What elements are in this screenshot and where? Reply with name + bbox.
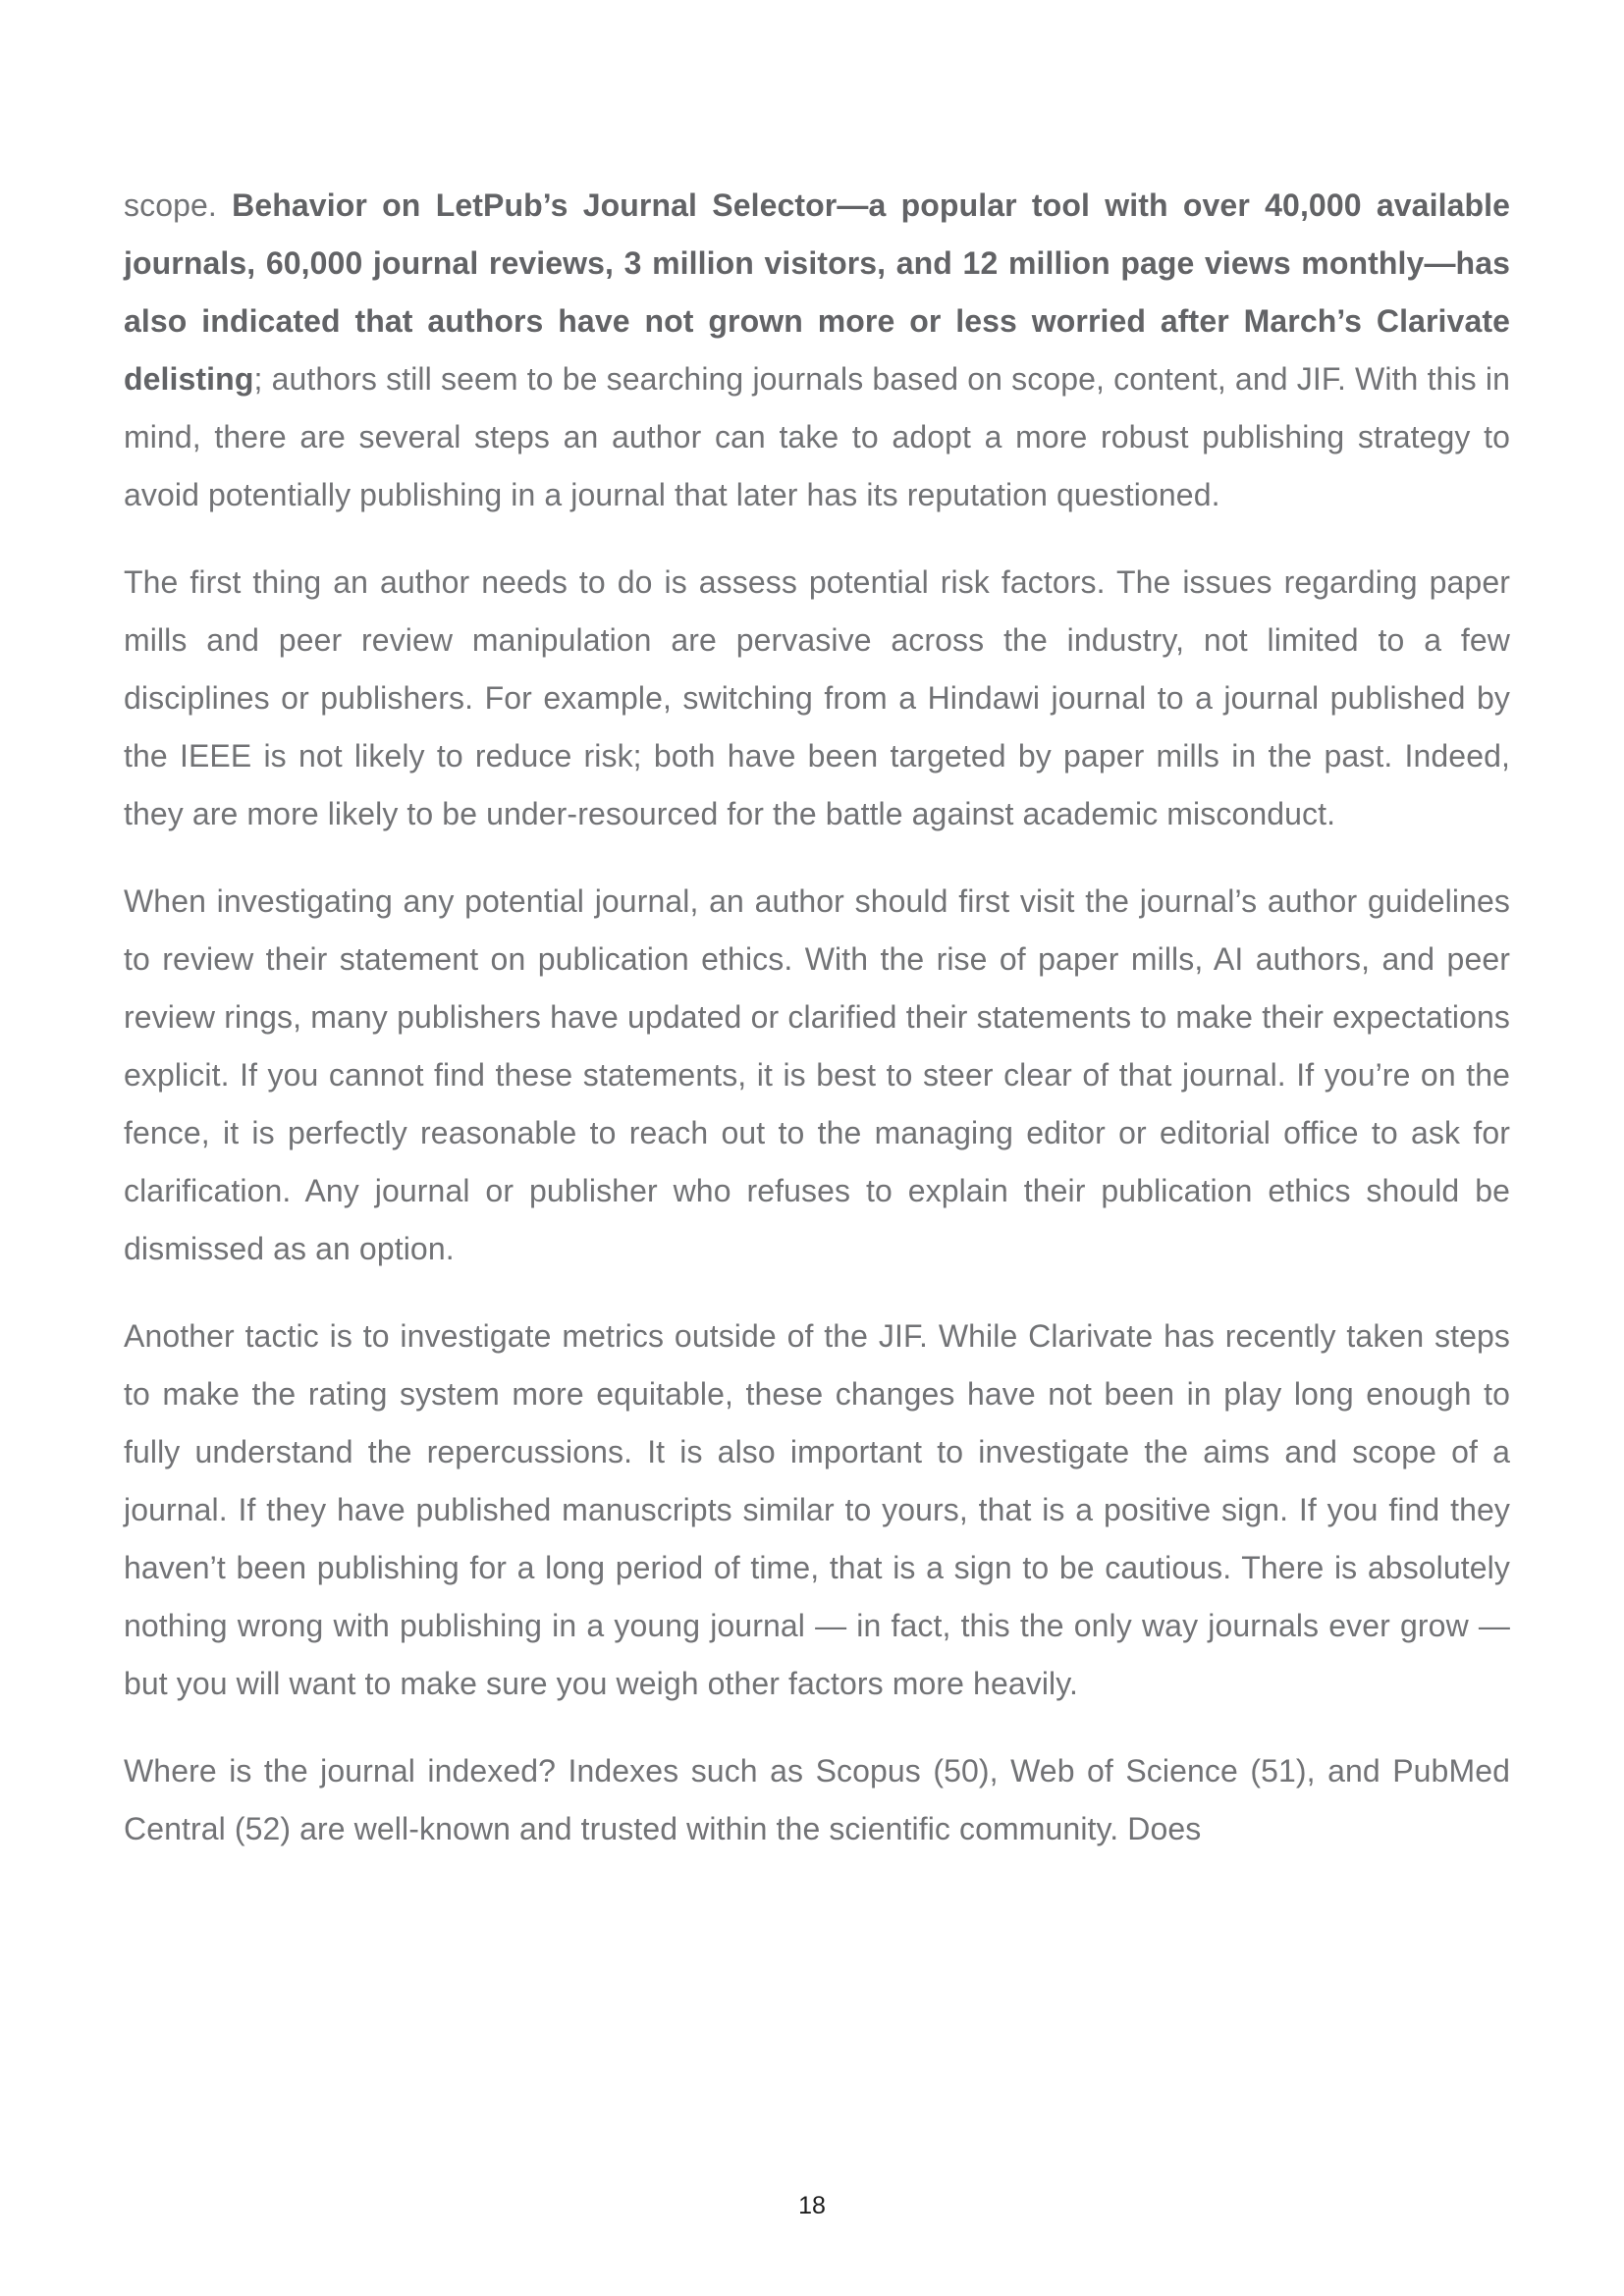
document-body <box>124 177 1510 1858</box>
paragraph-author-guidelines: When investigating any potential journal, an author should first visit the journal’s author guidelines to review their statement on publication ethics. With the rise of paper mills, AI authors, and peer review rings, many publishers have updated or clarified their statements to make their expectations explicit. If you cannot find these statements, it is best to steer clear of that journal. If you’re on the fence, it is perfectly reasonable to reach out to the managing editor or editorial office to ask for clarification. Any journal or publisher who refuses to explain their publication ethics should be dismissed as an option. <box>124 883 1510 1266</box>
paragraph-behavior-letpub <box>124 177 1510 524</box>
paragraph-1-rest: ; authors still seem to be searching journals based on scope, content, and JIF. With this in mind, there are several steps an author can take to adopt a more robust publishing strategy to avoid potentially publishing in a journal that later has its reputation questioned. <box>124 361 1510 512</box>
paragraph-risk-factors: The first thing an author needs to do is assess potential risk factors. The issues regarding paper mills and peer review manipulation are pervasive across the industry, not limited to a few disciplines or publishers. For example, switching from a Hindawi journal to a journal published by the IEEE is not likely to reduce risk; both have been targeted by paper mills in the past. Indeed, they are more likely to be under-resourced for the battle against academic misconduct. <box>124 564 1510 831</box>
paragraph-metrics-outside-jif: Another tactic is to investigate metrics outside of the JIF. While Clarivate has recently taken steps to make the rating system more equitable, these changes have not been in play long enough to fully understand the repercussions. It is also important to investigate the aims and scope of a journal. If they have published manuscripts similar to yours, that is a positive sign. If you find they haven’t been publishing for a long period of time, that is a sign to be cautious. There is absolutely nothing wrong with publishing in a young journal — in fact, this the only way journals ever grow — but you will want to make sure you weigh other factors more heavily. <box>124 1318 1510 1701</box>
paragraph-1-lead: scope. <box>124 187 233 223</box>
page-number: 18 <box>798 2192 826 2219</box>
paragraph-1-bold-passage: Behavior on LetPub’s Journal Selector—a popular tool with over 40,000 available journals, 60,000 journal reviews, 3 million visitors, and 12 million page views monthly—has also indicated that authors have not grown more or less worried after March’s Clarivate delisting <box>124 187 1510 397</box>
paragraph-journal-indexed: Where is the journal indexed? Indexes such as Scopus (50), Web of Science (51), and PubMed Central (52) are well-known and trusted within the scientific community. Does <box>124 1753 1510 1846</box>
